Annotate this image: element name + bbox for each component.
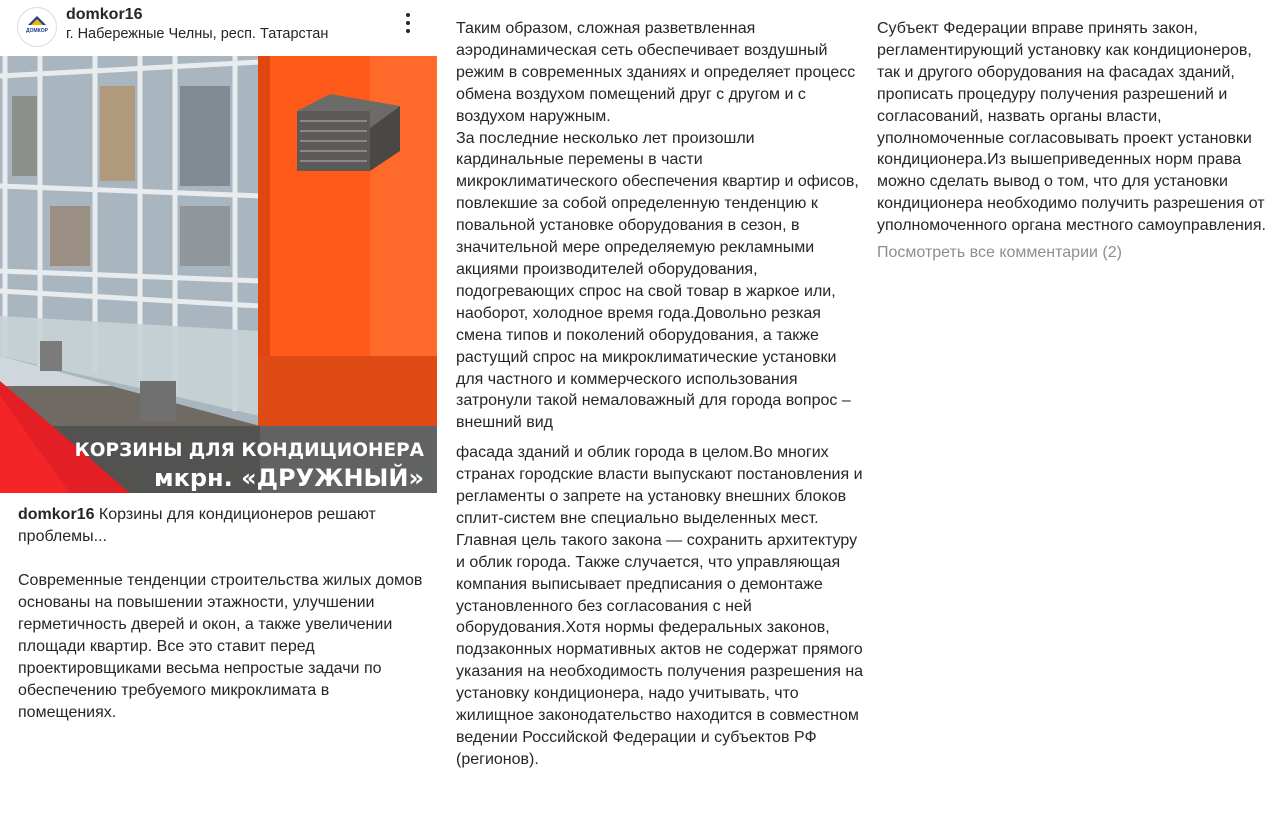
avatar-label: ДОМКОР [26, 28, 48, 34]
avatar[interactable] [17, 7, 57, 47]
caption-username[interactable]: domkor16 [18, 506, 95, 523]
domkor-logo-icon [18, 8, 56, 46]
view-all-comments-link[interactable]: Посмотреть все комментарии (2) [877, 244, 1122, 262]
comment-column-3 [877, 18, 1277, 264]
caption-lead: Корзины для кондиционеров решают проблемы... [18, 506, 376, 545]
post-username[interactable]: domkor16 [66, 6, 143, 23]
overlay-title-line1: КОРЗИНЫ ДЛЯ КОНДИЦИОНЕРА [74, 440, 424, 461]
post-location[interactable]: г. Набережные Челны, респ. Татарстан [66, 26, 329, 42]
comment-text-2: За последние несколько лет произошли кардинальные перемены в части микроклиматического обеспечения квартир и офисов, повлекшие за собой определенную тенденцию к повальной установке оборудования в сезон, в значительной мере определяемую рекламными акциями производителей оборудования, подогревающих спрос на свой товар в жаркое или, наоборот, холодное время года.Довольно резкая смена типов и поколений оборудования, а также растущий спрос на микроклиматические установки для частного и коммерческого использования затронули такой немаловажный для города вопрос – внешний вид [456, 129, 859, 432]
comment-text-4: Субъект Федерации вправе принять закон, регламентирующий установку как кондиционеров, так и другого оборудования на фасадах зданий, прописать процедуру получения разрешений и согласований, назвать органы власти, уполномоченные согласовывать проект установки кондиционера.Из вышеприведенных норм права можно сделать вывод о том, что для установки кондиционера необходимо получить разрешения от уполномоченного органа местного самоуправления. [877, 20, 1266, 235]
comment-text-3: фасада зданий и облик города в целом.Во многих странах городские власти выпускают постановления и регламенты о запрете на установку внешних блоков сплит-систем вне специально выделенных мест. Главная цель такого закона — сохранить архитектуру и облик города. Также случается, что управляющая компания выписывает предписания о демонтаже установленного без согласования с ней оборудования.Хотя нормы федеральных законов, подзаконных нормативных актов не содержат прямого указания на необходимость получения разрешения на установку кондиционера, надо учитывать, что жилищное законодательство находится в совместном ведении Российской Федерации и субъектов РФ (регионов). [456, 444, 864, 768]
caption-body: Современные тенденции строительства жилых домов основаны на повышении этажности, улучшении герметичность дверей и окон, а также увеличении площади квартир. Все это ставит перед проектировщиками весьма непростые задачи по обеспечению требуемого микроклимата в помещениях. [18, 572, 423, 721]
post-image[interactable] [0, 56, 437, 493]
post-header [0, 0, 438, 56]
post-column [0, 0, 438, 721]
overlay-title-line2: мкрн. «ДРУЖНЫЙ» [153, 464, 424, 492]
comment-column-2 [456, 18, 866, 771]
ac-basket [297, 94, 400, 171]
comment-text-1: Таким образом, сложная разветвленная аэродинамическая сеть обеспечивает воздушный режим в современных зданиях и определяет процесс обмена воздухом помещений друг с другом и с воздухом наружным. [456, 20, 856, 125]
post-caption [18, 504, 423, 724]
more-options-icon[interactable] [398, 10, 418, 38]
